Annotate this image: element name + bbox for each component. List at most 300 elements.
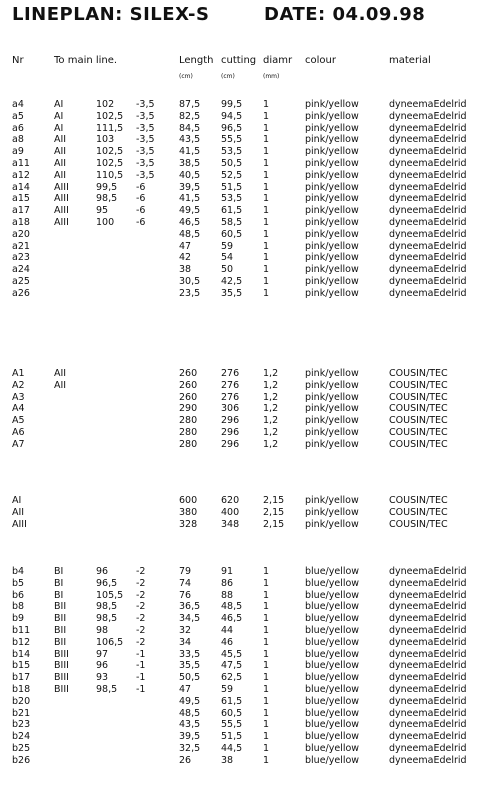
line-nr: a18 [12, 217, 30, 228]
line-nr: b15 [12, 660, 31, 672]
colour: blue/yellow [305, 743, 360, 754]
table-row [0, 134, 481, 145]
header-material: material [389, 55, 431, 66]
colour: blue/yellow [305, 566, 360, 577]
header-length: Length [179, 55, 214, 66]
material: dyneemaEdelrid [389, 743, 467, 754]
diameter-mm: 1 [263, 217, 270, 228]
material: dyneemaEdelrid [389, 684, 467, 695]
colour: blue/yellow [305, 589, 360, 601]
material: dyneemaEdelrid [389, 754, 467, 766]
to-main-length: 96 [96, 660, 109, 672]
cutting-cm: 60,5 [221, 228, 243, 240]
cutting-cm: 46,5 [221, 613, 243, 625]
cutting-cm: 42,5 [221, 276, 243, 287]
to-main-offset: -3,5 [136, 110, 155, 122]
to-main-offset: -3,5 [136, 134, 155, 146]
colour: blue/yellow [305, 719, 360, 731]
table-row [0, 403, 481, 414]
table-row [0, 613, 481, 624]
length-cm: 290 [179, 403, 198, 415]
colour: blue/yellow [305, 754, 360, 766]
colour: pink/yellow [305, 427, 359, 438]
header-to-main-line: To main line. [54, 55, 118, 66]
table-row [0, 158, 481, 169]
length-cm: 47 [179, 684, 192, 695]
to-main-offset: -2 [136, 636, 146, 648]
cutting-cm: 296 [221, 415, 240, 427]
length-cm: 35,5 [179, 660, 201, 672]
diameter-mm: 1 [263, 158, 270, 169]
diameter-mm: 1,2 [263, 403, 279, 415]
cutting-cm: 88 [221, 589, 234, 601]
length-cm: 328 [179, 518, 198, 530]
colour: pink/yellow [305, 403, 359, 415]
length-cm: 87,5 [179, 99, 201, 110]
material: dyneemaEdelrid [389, 122, 467, 134]
table-row [0, 708, 481, 719]
to-main-line: AI [54, 122, 64, 134]
cutting-cm: 91 [221, 566, 234, 577]
cutting-cm: 296 [221, 438, 240, 450]
diameter-mm: 1 [263, 648, 270, 660]
line-nr: a9 [12, 146, 24, 158]
to-main-line: AII [54, 379, 67, 391]
table-row [0, 264, 481, 275]
cutting-cm: 51,5 [221, 731, 243, 743]
table-row [0, 637, 481, 648]
colour: pink/yellow [305, 252, 359, 264]
diameter-mm: 1 [263, 636, 270, 648]
colour: pink/yellow [305, 287, 359, 299]
cutting-cm: 60,5 [221, 707, 243, 719]
cutting-cm: 55,5 [221, 134, 243, 146]
length-cm: 47 [179, 240, 192, 252]
header-nr: Nr [12, 55, 24, 66]
diameter-mm: 1 [263, 731, 270, 743]
to-main-line: AII [54, 158, 67, 169]
to-main-line: BI [54, 589, 64, 601]
table-row [0, 743, 481, 754]
line-nr: A2 [12, 379, 25, 391]
length-cm: 49,5 [179, 205, 201, 217]
cutting-cm: 96,5 [221, 122, 243, 134]
material: dyneemaEdelrid [389, 672, 467, 684]
line-nr: b23 [12, 719, 31, 731]
colour: blue/yellow [305, 695, 360, 707]
to-main-length: 106,5 [96, 636, 124, 648]
material: dyneemaEdelrid [389, 110, 467, 122]
to-main-offset: -6 [136, 217, 146, 228]
colour: pink/yellow [305, 193, 359, 205]
to-main-length: 96 [96, 566, 109, 577]
to-main-length: 110,5 [96, 169, 124, 181]
diameter-mm: 2,15 [263, 518, 285, 530]
length-cm: 43,5 [179, 134, 201, 146]
line-nr: b8 [12, 601, 25, 613]
colour: pink/yellow [305, 134, 359, 146]
line-nr: b5 [12, 577, 25, 589]
to-main-line: AI [54, 110, 64, 122]
line-nr: A5 [12, 415, 25, 427]
line-nr: A1 [12, 368, 25, 379]
length-cm: 48,5 [179, 707, 201, 719]
to-main-line: AII [54, 146, 67, 158]
table-row [0, 380, 481, 391]
cutting-cm: 61,5 [221, 695, 243, 707]
length-cm: 39,5 [179, 181, 201, 193]
to-main-offset: -2 [136, 589, 146, 601]
material: dyneemaEdelrid [389, 695, 467, 707]
to-main-length: 98,5 [96, 613, 118, 625]
colour: pink/yellow [305, 217, 359, 228]
to-main-offset: -1 [136, 660, 146, 672]
colour: pink/yellow [305, 228, 359, 240]
colour: pink/yellow [305, 181, 359, 193]
line-nr: a11 [12, 158, 30, 169]
line-nr: a12 [12, 169, 30, 181]
cutting-cm: 50 [221, 264, 234, 276]
material: dyneemaEdelrid [389, 252, 467, 264]
colour: blue/yellow [305, 731, 360, 743]
material: dyneemaEdelrid [389, 636, 467, 648]
colour: blue/yellow [305, 707, 360, 719]
colour: pink/yellow [305, 379, 359, 391]
to-main-offset: -2 [136, 625, 146, 636]
to-main-offset: -3,5 [136, 146, 155, 158]
material: COUSIN/TEC [389, 368, 448, 379]
table-row [0, 217, 481, 228]
header-cutting: cutting [221, 55, 257, 66]
table-row [0, 507, 481, 518]
cutting-cm: 48,5 [221, 601, 243, 613]
table-row [0, 193, 481, 204]
length-cm: 84,5 [179, 122, 201, 134]
material: dyneemaEdelrid [389, 193, 467, 205]
diameter-mm: 1,2 [263, 379, 279, 391]
table-row [0, 368, 481, 379]
length-cm: 23,5 [179, 287, 201, 299]
table-row [0, 755, 481, 766]
to-main-line: AIII [54, 193, 69, 205]
to-main-length: 99,5 [96, 181, 118, 193]
length-cm: 260 [179, 368, 198, 379]
line-nr: AII [12, 506, 25, 518]
cutting-cm: 276 [221, 391, 240, 403]
diameter-mm: 1 [263, 625, 270, 636]
material: dyneemaEdelrid [389, 719, 467, 731]
table-row [0, 229, 481, 240]
diameter-mm: 2,15 [263, 495, 285, 506]
line-nr: b17 [12, 672, 31, 684]
line-nr: A4 [12, 403, 25, 415]
table-row [0, 99, 481, 110]
length-cm: 260 [179, 391, 198, 403]
table-row [0, 252, 481, 263]
cutting-cm: 44 [221, 625, 234, 636]
page-title [12, 4, 426, 25]
cutting-cm: 45,5 [221, 648, 243, 660]
diameter-mm: 1 [263, 743, 270, 754]
unit-cutting: (cm) [221, 73, 235, 80]
line-nr: a24 [12, 264, 30, 276]
length-cm: 30,5 [179, 276, 201, 287]
material: dyneemaEdelrid [389, 276, 467, 287]
diameter-mm: 1 [263, 146, 270, 158]
material: dyneemaEdelrid [389, 169, 467, 181]
material: COUSIN/TEC [389, 518, 448, 530]
to-main-length: 100 [96, 217, 115, 228]
table-row [0, 288, 481, 299]
to-main-line: AI [54, 99, 64, 110]
to-main-offset: -3,5 [136, 169, 155, 181]
line-nr: AI [12, 495, 22, 506]
colour: pink/yellow [305, 495, 359, 506]
to-main-offset: -1 [136, 684, 146, 695]
to-main-line: AIII [54, 217, 69, 228]
line-nr: b20 [12, 695, 31, 707]
line-nr: b25 [12, 743, 31, 754]
length-cm: 79 [179, 566, 192, 577]
cutting-cm: 59 [221, 684, 234, 695]
table-row [0, 170, 481, 181]
diameter-mm: 1,2 [263, 368, 279, 379]
length-cm: 42 [179, 252, 192, 264]
to-main-offset: -2 [136, 601, 146, 613]
colour: blue/yellow [305, 601, 360, 613]
line-nr: a6 [12, 122, 24, 134]
material: dyneemaEdelrid [389, 264, 467, 276]
diameter-mm: 1 [263, 660, 270, 672]
material: dyneemaEdelrid [389, 577, 467, 589]
table-row [0, 731, 481, 742]
table-row [0, 601, 481, 612]
diameter-mm: 1 [263, 589, 270, 601]
line-nr: b21 [12, 707, 31, 719]
line-nr: a4 [12, 99, 24, 110]
colour: pink/yellow [305, 276, 359, 287]
colour: pink/yellow [305, 240, 359, 252]
cutting-cm: 55,5 [221, 719, 243, 731]
colour: pink/yellow [305, 110, 359, 122]
cutting-cm: 46 [221, 636, 234, 648]
to-main-offset: -2 [136, 577, 146, 589]
length-cm: 32,5 [179, 743, 201, 754]
cutting-cm: 38 [221, 754, 234, 766]
to-main-length: 98 [96, 625, 109, 636]
length-cm: 34 [179, 636, 192, 648]
colour: blue/yellow [305, 684, 360, 695]
length-cm: 43,5 [179, 719, 201, 731]
to-main-offset: -2 [136, 566, 146, 577]
unit-diamr: (mm) [263, 73, 280, 80]
cutting-cm: 52,5 [221, 169, 243, 181]
to-main-offset: -3,5 [136, 122, 155, 134]
material: dyneemaEdelrid [389, 240, 467, 252]
table-row [0, 146, 481, 157]
to-main-line: AII [54, 169, 67, 181]
material: COUSIN/TEC [389, 391, 448, 403]
cutting-cm: 53,5 [221, 193, 243, 205]
cutting-cm: 306 [221, 403, 240, 415]
material: dyneemaEdelrid [389, 205, 467, 217]
to-main-offset: -2 [136, 613, 146, 625]
table-row [0, 672, 481, 683]
length-cm: 82,5 [179, 110, 201, 122]
header-colour: colour [305, 55, 336, 66]
cutting-cm: 54 [221, 252, 234, 264]
colour: pink/yellow [305, 122, 359, 134]
material: COUSIN/TEC [389, 403, 448, 415]
diameter-mm: 1,2 [263, 415, 279, 427]
to-main-offset: -6 [136, 193, 146, 205]
length-cm: 41,5 [179, 146, 201, 158]
diameter-mm: 1 [263, 181, 270, 193]
cutting-cm: 47,5 [221, 660, 243, 672]
to-main-line: BI [54, 577, 64, 589]
table-row [0, 123, 481, 134]
material: dyneemaEdelrid [389, 566, 467, 577]
diameter-mm: 1 [263, 110, 270, 122]
diameter-mm: 1 [263, 264, 270, 276]
to-main-offset: -3,5 [136, 99, 155, 110]
table-row [0, 415, 481, 426]
material: dyneemaEdelrid [389, 601, 467, 613]
to-main-line: BII [54, 636, 67, 648]
to-main-line: BIII [54, 684, 69, 695]
material: COUSIN/TEC [389, 438, 448, 450]
line-nr: a26 [12, 287, 30, 299]
length-cm: 40,5 [179, 169, 201, 181]
material: COUSIN/TEC [389, 495, 448, 506]
length-cm: 33,5 [179, 648, 201, 660]
line-nr: b6 [12, 589, 25, 601]
table-row [0, 696, 481, 707]
diameter-mm: 1 [263, 684, 270, 695]
length-cm: 600 [179, 495, 198, 506]
material: dyneemaEdelrid [389, 134, 467, 146]
length-cm: 49,5 [179, 695, 201, 707]
lineplan-title: LINEPLAN: SILEX-S [12, 4, 210, 25]
line-nr: b12 [12, 636, 31, 648]
line-nr: A6 [12, 427, 25, 438]
length-cm: 36,5 [179, 601, 201, 613]
material: COUSIN/TEC [389, 379, 448, 391]
colour: pink/yellow [305, 368, 359, 379]
length-cm: 38 [179, 264, 192, 276]
header-diamr: diamr [263, 55, 293, 66]
table-row [0, 519, 481, 530]
length-cm: 48,5 [179, 228, 201, 240]
colour: pink/yellow [305, 99, 359, 110]
colour: pink/yellow [305, 415, 359, 427]
material: dyneemaEdelrid [389, 613, 467, 625]
cutting-cm: 276 [221, 368, 240, 379]
material: dyneemaEdelrid [389, 217, 467, 228]
colour: blue/yellow [305, 636, 360, 648]
table-row [0, 719, 481, 730]
line-nr: b24 [12, 731, 31, 743]
material: COUSIN/TEC [389, 415, 448, 427]
line-nr: b9 [12, 613, 25, 625]
diameter-mm: 1 [263, 287, 270, 299]
colour: blue/yellow [305, 613, 360, 625]
to-main-length: 98,5 [96, 601, 118, 613]
diameter-mm: 2,15 [263, 506, 285, 518]
line-nr: a17 [12, 205, 30, 217]
line-nr: a8 [12, 134, 24, 146]
to-main-length: 111,5 [96, 122, 124, 134]
diameter-mm: 1 [263, 134, 270, 146]
length-cm: 280 [179, 438, 198, 450]
diameter-mm: 1 [263, 601, 270, 613]
diameter-mm: 1 [263, 252, 270, 264]
colour: pink/yellow [305, 205, 359, 217]
cutting-cm: 35,5 [221, 287, 243, 299]
cutting-cm: 44,5 [221, 743, 243, 754]
to-main-line: BII [54, 601, 67, 613]
cutting-cm: 620 [221, 495, 240, 506]
diameter-mm: 1 [263, 228, 270, 240]
line-nr: AIII [12, 518, 27, 530]
to-main-length: 102 [96, 99, 115, 110]
diameter-mm: 1,2 [263, 438, 279, 450]
table-row [0, 660, 481, 671]
table-row [0, 111, 481, 122]
length-cm: 380 [179, 506, 198, 518]
colour: blue/yellow [305, 577, 360, 589]
cutting-cm: 59 [221, 240, 234, 252]
cutting-cm: 51,5 [221, 181, 243, 193]
material: COUSIN/TEC [389, 427, 448, 438]
diameter-mm: 1 [263, 707, 270, 719]
line-nr: a21 [12, 240, 30, 252]
table-row [0, 590, 481, 601]
cutting-cm: 86 [221, 577, 234, 589]
to-main-length: 95 [96, 205, 109, 217]
colour: blue/yellow [305, 672, 360, 684]
cutting-cm: 61,5 [221, 205, 243, 217]
to-main-line: BII [54, 625, 67, 636]
table-row [0, 182, 481, 193]
to-main-length: 102,5 [96, 146, 124, 158]
diameter-mm: 1 [263, 169, 270, 181]
diameter-mm: 1 [263, 672, 270, 684]
length-cm: 46,5 [179, 217, 201, 228]
table-row [0, 276, 481, 287]
cutting-cm: 50,5 [221, 158, 243, 169]
diameter-mm: 1 [263, 240, 270, 252]
diameter-mm: 1 [263, 613, 270, 625]
material: dyneemaEdelrid [389, 99, 467, 110]
plan-date: DATE: 04.09.98 [264, 4, 426, 25]
colour: blue/yellow [305, 625, 360, 636]
length-cm: 50,5 [179, 672, 201, 684]
length-cm: 76 [179, 589, 192, 601]
diameter-mm: 1 [263, 719, 270, 731]
to-main-line: BII [54, 613, 67, 625]
table-row [0, 241, 481, 252]
material: dyneemaEdelrid [389, 146, 467, 158]
to-main-line: AIII [54, 181, 69, 193]
to-main-line: BIII [54, 672, 69, 684]
colour: pink/yellow [305, 391, 359, 403]
to-main-length: 102,5 [96, 158, 124, 169]
diameter-mm: 1,2 [263, 427, 279, 438]
to-main-offset: -6 [136, 181, 146, 193]
length-cm: 38,5 [179, 158, 201, 169]
table-row [0, 625, 481, 636]
